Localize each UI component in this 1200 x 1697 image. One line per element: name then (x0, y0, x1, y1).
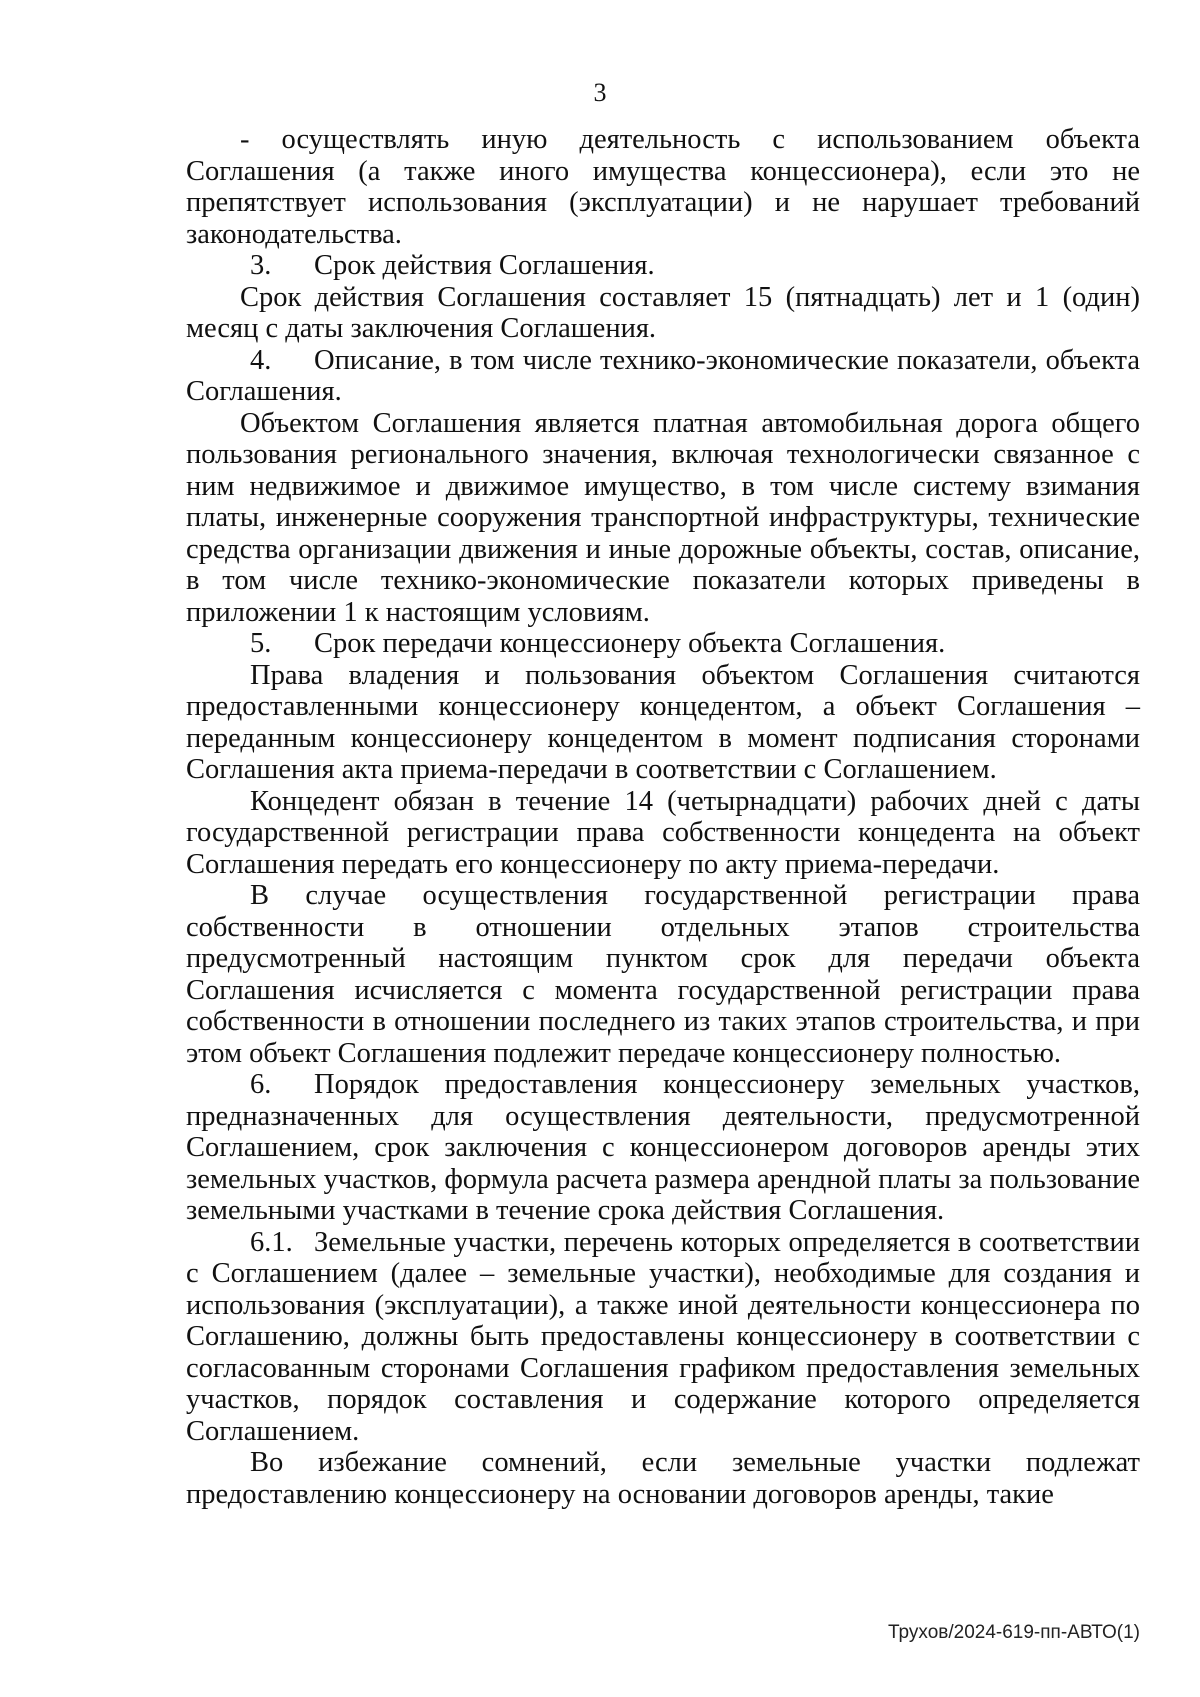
section-5-text-3: В случае осуществления государственной регистрации права собственности в отношении отдельных этапов строительства предусмотренный настоящим пунктом срок для передачи объекта Соглашения исчисляется с момента государственной регистрации права собственности в отношении последнего из таких этапов строительства, и при этом объект Соглашения подлежит передаче концессионеру полностью. (186, 880, 1140, 1069)
section-6-number: 6. (250, 1069, 272, 1100)
document-body (186, 124, 1140, 1510)
section-6-title: Порядок предоставления концессионеру земельных участков, предназначенных для осуществления деятельности, предусмотренной Соглашением, срок заключения с концессионером договоров аренды этих земельных участков, формула расчета размера арендной платы за пользование земельными участками в течение срока действия Соглашения. (186, 1069, 1140, 1226)
section-5-heading (186, 628, 1140, 660)
paragraph-other-activity: - осуществлять иную деятельность с использованием объекта Соглашения (а также иного имущества концессионера), если это не препятствует использования (эксплуатации) и не нарушает требований законодательства. (186, 124, 1140, 250)
section-5-text-2: Концедент обязан в течение 14 (четырнадцати) рабочих дней с даты государственной регистрации права собственности концедента на объект Соглашения передать его концессионеру по акту приема-передачи. (186, 785, 1140, 880)
section-4-text: Объектом Соглашения является платная автомобильная дорога общего пользования регионального значения, включая технологически связанное с ним недвижимое и движимое имущество, в том числе систему взимания платы, инженерные сооружения транспортной инфраструктуры, технические средства организации движения и иные дорожные объекты, состав, описание, в том числе технико-экономические показатели которых приведены в приложении 1 к настоящим условиям. (186, 407, 1140, 628)
section-4-title: Описание, в том числе технико-экономические показатели, объекта Соглашения. (186, 344, 1140, 407)
section-5-title: Срок передачи концессионеру объекта Соглашения. (314, 628, 946, 659)
section-3-heading (186, 250, 1140, 282)
document-footer-reference: Трухов/2024-619-пп-АВТО(1) (888, 1622, 1140, 1643)
section-6-1-number: 6.1. (250, 1226, 293, 1258)
section-6-1-text-2: Во избежание сомнений, если земельные участки подлежат предоставлению концессионеру на основании договоров аренды, такие (186, 1447, 1140, 1510)
section-6-1-body: Земельные участки, перечень которых определяется в соответствии с Соглашением (далее – земельные участки), необходимые для создания и использования (эксплуатации), а также иной деятельности концессионера по Соглашению, должны быть предоставлены концессионеру в соответствии с согласованным сторонами Соглашения графиком предоставления земельных участков, порядок составления и содержание которого определяется Соглашением. (186, 1226, 1140, 1447)
page-number: 3 (593, 78, 607, 107)
section-3-number: 3. (250, 250, 272, 281)
section-6-heading (186, 1069, 1140, 1227)
section-4-heading (186, 345, 1140, 408)
section-5-text-1: Права владения и пользования объектом Соглашения считаются предоставленными концессионеру концедентом, а объект Соглашения – переданным концессионеру концедентом в момент подписания сторонами Соглашения акта приема-передачи в соответствии с Соглашением. (186, 659, 1140, 785)
section-3-text: Срок действия Соглашения составляет 15 (пятнадцать) лет и 1 (один) месяц с даты заключения Соглашения. (186, 281, 1140, 344)
section-6-1-text (186, 1227, 1140, 1448)
section-3-title: Срок действия Соглашения. (314, 250, 655, 281)
section-5-number: 5. (250, 628, 272, 659)
section-4-number: 4. (250, 344, 272, 376)
